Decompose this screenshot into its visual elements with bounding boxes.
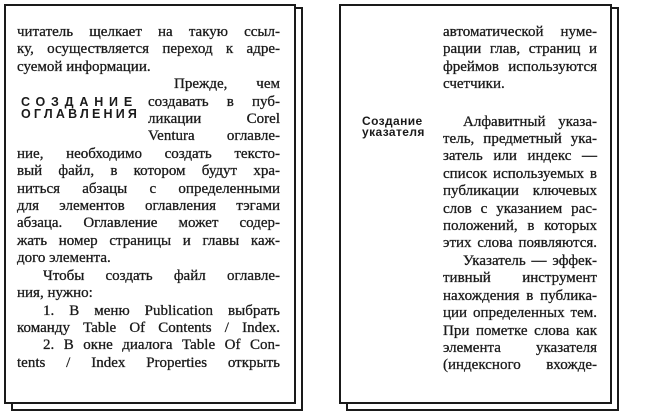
text-line: абзаца. Оглавление может содер-	[17, 215, 280, 232]
text-line: слов с указанием рас-	[443, 200, 597, 217]
heading-line: указателя	[362, 125, 425, 139]
text-line: рации глав, страниц и	[443, 41, 597, 58]
paragraph	[443, 24, 597, 94]
paragraph	[17, 24, 280, 76]
text-line: жать номер страницы и главы каж-	[17, 232, 280, 249]
text-line: Алфавитный указа-	[463, 113, 597, 130]
right-page	[339, 4, 612, 404]
text-line: команду Table Of Contents / Index.	[17, 319, 280, 336]
text-line: (индексного вхожде-	[443, 357, 597, 374]
text-line: ку, осуществляется переход к адре-	[17, 41, 280, 58]
text-line: ликации Corel	[148, 111, 280, 128]
text-line: ниться абзацы с определенными	[17, 180, 280, 197]
text-line: автоматической нуме-	[443, 24, 597, 40]
text-line: положений, в которых	[443, 218, 597, 235]
text-line: дого элемента.	[17, 250, 111, 267]
left-page	[4, 4, 296, 404]
text-line: счетчики.	[443, 76, 505, 93]
text-line: нахождения в публика-	[443, 287, 597, 304]
text-line: затель или индекс —	[443, 148, 597, 165]
heading-line: Создание	[362, 114, 423, 128]
text-line: суемой информации.	[17, 58, 151, 75]
text-line: ции определенных тем.	[443, 305, 597, 322]
text-line: ние, необходимо создать тексто-	[17, 145, 280, 162]
paragraph	[443, 114, 597, 253]
text-line: Чтобы создать файл оглавле-	[43, 267, 280, 284]
text-line: 1. В меню Publication выбрать	[43, 302, 280, 319]
text-line: вый файл, в котором будут хра-	[17, 163, 280, 180]
text-line: фреймов используются	[443, 58, 597, 75]
text-line: публикации ключевых	[443, 183, 597, 200]
text-line: Ventura оглавле-	[148, 128, 280, 145]
left-page-content	[6, 6, 294, 402]
left-page-group	[4, 4, 304, 412]
sidebar-heading-creating-toc	[21, 97, 140, 120]
sidebar-heading-creating-index	[362, 116, 425, 138]
text-line: тель, предметный ука-	[443, 131, 597, 148]
text-line: этих слова появляются.	[443, 235, 597, 252]
text-line: Указатель — эффек-	[463, 252, 597, 269]
text-line: тивный инструмент	[443, 270, 597, 287]
list-item-2	[17, 337, 280, 372]
text-line: для элементов оглавления тэгами	[17, 198, 280, 215]
text-line: ния, нужно:	[17, 285, 93, 302]
right-page-group	[339, 4, 621, 412]
text-line: Прежде, чем	[174, 76, 280, 93]
text-line: элемента указателя	[443, 339, 597, 356]
text-line: создавать в пуб-	[148, 93, 280, 110]
list-item-1	[17, 303, 280, 338]
heading-line: ОГЛАВЛЕНИЯ	[21, 106, 141, 121]
paragraph	[443, 253, 597, 375]
text-line: При пометке слова как	[443, 322, 597, 339]
text-line: 2. В окне диалога Table Of Con-	[43, 337, 280, 354]
text-line: список используемых в	[443, 165, 597, 182]
text-line: tents / Index Properties открыть	[17, 354, 280, 371]
heading-line: СОЗДАНИЕ	[21, 95, 138, 109]
right-page-content	[341, 6, 610, 402]
text-line: читатель щелкает на такую ссыл-	[17, 24, 280, 40]
paragraph	[17, 268, 280, 303]
